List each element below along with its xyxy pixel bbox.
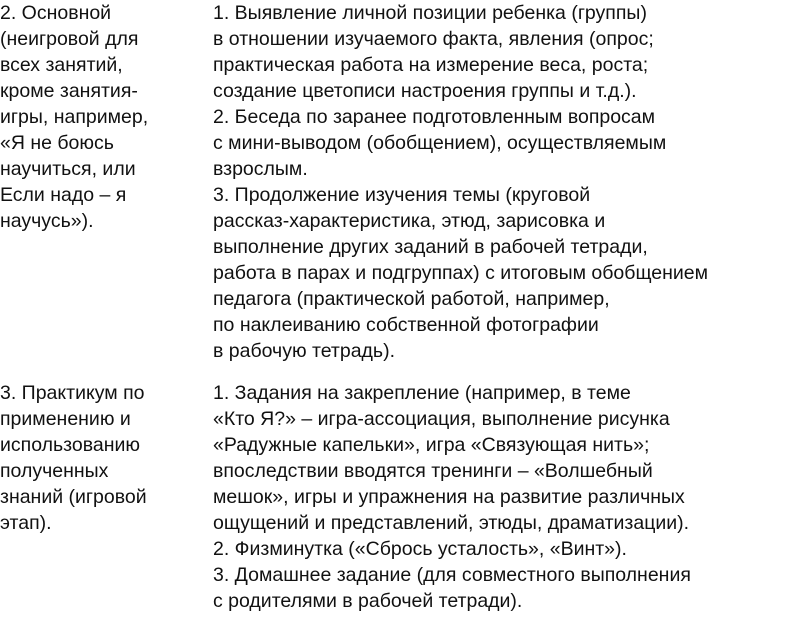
content-line: педагога (практической работой, например, [213, 288, 610, 310]
stage-line: использованию [0, 434, 140, 456]
stage-line: игры, например, [0, 106, 149, 128]
content-line: 1. Выявление личной позиции ребенка (группы) [213, 2, 647, 24]
content-line: взрослым. [213, 158, 308, 180]
content-line: работа в парах и подгруппах) с итоговым обобщением [213, 262, 709, 284]
stage-line: (неигровой для [0, 28, 139, 50]
content-line: создание цветописи настроения группы и т.д.). [213, 80, 637, 102]
stage-line: научиться, или [0, 158, 136, 180]
content-line: в отношении изучаемого факта, явления (опрос; [213, 28, 654, 50]
content-cell [213, 380, 800, 614]
content-line: впоследствии вводятся тренинги – «Волшебный [213, 460, 653, 482]
content-line: выполнение других заданий в рабочей тетради, [213, 236, 648, 258]
content-line: мешок», игры и упражнения на развитие различных [213, 486, 685, 508]
content-line: 2. Физминутка («Сбрось усталость», «Винт»). [213, 538, 627, 560]
stage-line: научусь»). [0, 210, 94, 232]
content-line: 1. Задания на закрепление (например, в теме [213, 382, 631, 404]
stage-line: «Я не боюсь [0, 132, 114, 154]
content-line: рассказ-характеристика, этюд, зарисовка и [213, 210, 606, 232]
table-row-practicum-stage [0, 380, 800, 614]
stage-line: знаний (игровой [0, 486, 147, 508]
stage-line: Если надо – я [0, 184, 127, 206]
content-line: практическая работа на измерение веса, роста; [213, 54, 649, 76]
content-line: 2. Беседа по заранее подготовленным вопросам [213, 106, 656, 128]
stage-line: 2. Основной [0, 2, 112, 24]
stage-line: всех занятий, [0, 54, 123, 76]
content-line: ощущений и представлений, этюды, драматизации). [213, 512, 690, 534]
content-line: по наклеиванию собственной фотографии [213, 314, 599, 336]
content-line: в рабочую тетрадь). [213, 340, 395, 362]
content-line: с мини-выводом (обобщением), осуществляемым [213, 132, 667, 154]
stage-line: кроме занятия- [0, 80, 138, 102]
stage-cell [0, 0, 213, 234]
stage-cell [0, 380, 213, 536]
stage-line: этап). [0, 512, 52, 534]
content-line: 3. Домашнее задание (для совместного выполнения [213, 564, 691, 586]
stage-line: 3. Практикум по [0, 382, 145, 404]
content-cell [213, 0, 800, 364]
stage-line: применению и [0, 408, 131, 430]
content-line: с родителями в рабочей тетради). [213, 590, 523, 612]
content-line: 3. Продолжение изучения темы (круговой [213, 184, 591, 206]
stage-line: полученных [0, 460, 109, 482]
content-line: «Кто Я?» – игра-ассоциация, выполнение рисунка [213, 408, 670, 430]
content-line: «Радужные капельки», игра «Связующая нить»; [213, 434, 650, 456]
